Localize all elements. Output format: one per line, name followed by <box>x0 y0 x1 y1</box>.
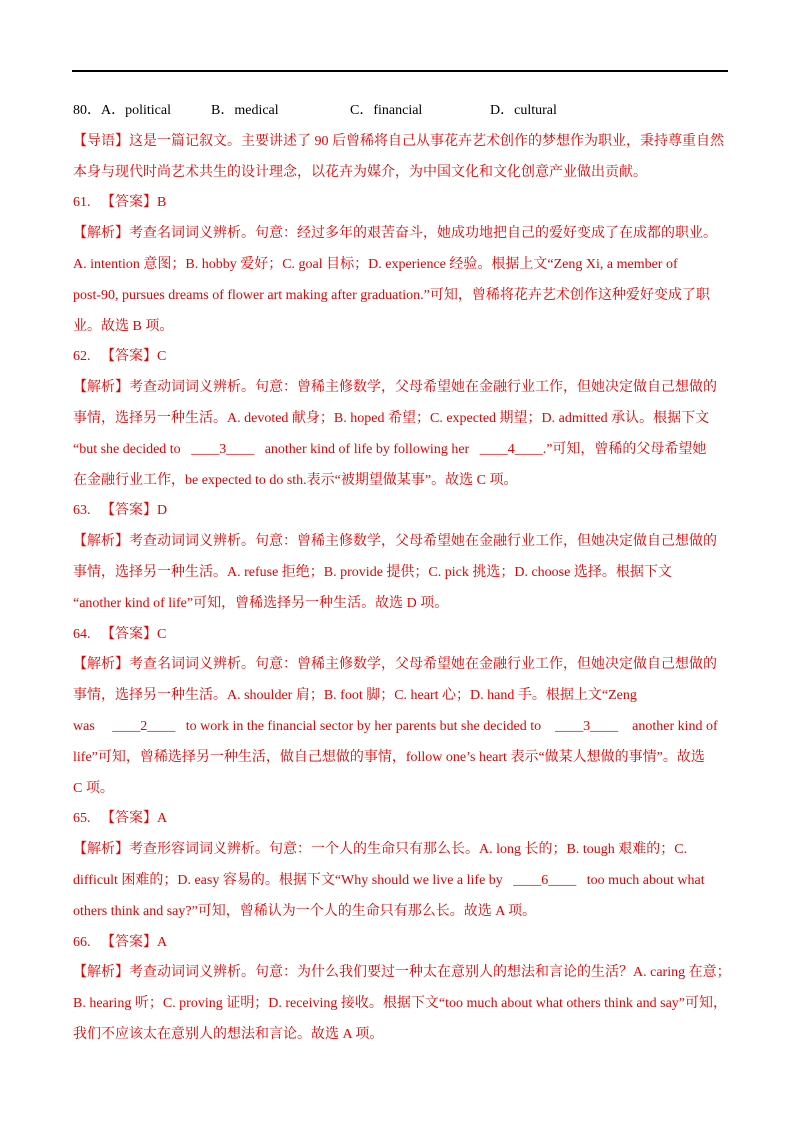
answer-blank: ____6____ <box>513 872 577 888</box>
text-line <box>73 188 729 219</box>
text-line <box>73 866 729 897</box>
text-segment: another kind of <box>618 718 718 734</box>
text-segment: 事情，选择另一种生活。A. devoted 献身；B. hoped 希望；C. expected 期望；D. admitted 承认。根据下文 <box>73 410 710 426</box>
text-line <box>73 1020 729 1051</box>
text-line <box>73 712 729 743</box>
text-segment: 【解析】考查动词词义辨析。句意：曾稀主修数学，父母希望她在金融行业工作，但她决定做自己想做的 <box>73 380 717 396</box>
text-line <box>73 435 729 466</box>
text-line <box>73 743 729 774</box>
text-line <box>73 589 729 620</box>
text-line <box>73 958 729 989</box>
text-segment: 65. 【答案】A <box>73 811 168 827</box>
text-segment: 63. 【答案】D <box>73 503 168 519</box>
answer-blank: ____3____ <box>191 441 255 457</box>
text-segment: 66. 【答案】A <box>73 934 168 950</box>
text-segment: 【导语】这是一篇记叙文。主要讲述了 90 后曾稀将自己从事花卉艺术创作的梦想作为职业，秉持尊重自然 <box>73 133 724 149</box>
text-segment: 事情，选择另一种生活。A. refuse 拒绝；B. provide 提供；C. pick 挑选；D. choose 选择。根据下文 <box>73 564 672 580</box>
text-segment: 业。故选 B 项。 <box>73 318 174 334</box>
text-segment: 【解析】考查动词词义辨析。句意：曾稀主修数学，父母希望她在金融行业工作，但她决定做自己想做的 <box>73 534 717 550</box>
text-segment: 64. 【答案】C <box>73 626 167 642</box>
answer-document <box>73 96 729 1051</box>
text-line <box>73 158 729 189</box>
text-segment: 【解析】考查动词词义辨析。句意：为什么我们要过一种太在意别人的想法和言论的生活？A. caring 在意； <box>73 965 731 981</box>
text-line <box>73 928 729 959</box>
text-line <box>73 650 729 681</box>
text-line <box>73 835 729 866</box>
text-line <box>73 527 729 558</box>
text-segment: others think and say?”可知，曾稀认为一个人的生命只有那么长。故选 A 项。 <box>73 903 537 919</box>
question-80-options <box>73 96 729 127</box>
text-line <box>73 804 729 835</box>
text-segment: another kind of life by following her <box>254 441 480 457</box>
text-segment: too much about what <box>576 872 705 888</box>
answer-blank: ____4____ <box>479 441 543 457</box>
text-line <box>73 897 729 928</box>
text-segment: “another kind of life”可知，曾稀选择另一种生活。故选 D 项。 <box>73 595 449 611</box>
text-segment: B. hearing 听；C. proving 证明；D. receiving 接收。根据下文“too much about what others think and say”可知， <box>73 996 728 1012</box>
text-line <box>73 774 729 805</box>
answer-blank: ____2____ <box>112 718 176 734</box>
explanation-text <box>73 127 729 1051</box>
text-line <box>73 312 729 343</box>
text-segment: post-90, pursues dreams of flower art making after graduation.”可知，曾稀将花卉艺术创作这种爱好变成了职 <box>73 287 710 303</box>
text-segment: 事情，选择另一种生活。A. shoulder 肩；B. foot 脚；C. heart 心；D. hand 手。根据上文“Zeng <box>73 688 637 704</box>
text-segment: “but she decided to <box>73 441 192 457</box>
text-line <box>73 219 729 250</box>
text-segment: 61. 【答案】B <box>73 195 167 211</box>
option-b: B．medical <box>211 103 279 118</box>
text-line <box>73 404 729 435</box>
text-line <box>73 281 729 312</box>
text-segment: 我们不应该太在意别人的想法和言论。故选 A 项。 <box>73 1026 384 1042</box>
text-line <box>73 620 729 651</box>
text-line <box>73 466 729 497</box>
text-segment: 在金融行业工作，be expected to do sth.表示“被期望做某事”。故选 C 项。 <box>73 472 518 488</box>
text-segment: 【解析】考查形容词词义辨析。句意：一个人的生命只有那么长。A. long 长的；B. tough 艰难的；C. <box>73 842 688 858</box>
text-segment: life”可知，曾稀选择另一种生活，做自己想做的事情，follow one’s heart 表示“做某人想做的事情”。故选 <box>73 749 705 765</box>
option-d: D．cultural <box>490 103 557 118</box>
text-segment: 【解析】考查名词词义辨析。句意：曾稀主修数学，父母希望她在金融行业工作，但她决定做自己想做的 <box>73 657 717 673</box>
text-line <box>73 989 729 1020</box>
text-line <box>73 250 729 281</box>
text-line <box>73 681 729 712</box>
text-segment: C 项。 <box>73 780 114 796</box>
text-line <box>73 342 729 373</box>
option-a: A．political <box>101 103 171 118</box>
text-line <box>73 127 729 158</box>
text-segment: to work in the financial sector by her parents but she decided to <box>175 718 556 734</box>
text-segment: .”可知，曾稀的父母希望她 <box>542 441 707 457</box>
text-line <box>73 558 729 589</box>
text-segment: was <box>73 718 113 734</box>
text-segment: 【解析】考查名词词义辨析。句意：经过多年的艰苦奋斗，她成功地把自己的爱好变成了在成都的职业。 <box>73 226 717 242</box>
text-segment: 本身与现代时尚艺术共生的设计理念，以花卉为媒介，为中国文化和文化创意产业做出贡献。 <box>73 164 647 180</box>
text-segment: 62. 【答案】C <box>73 349 167 365</box>
question-number: 80． <box>73 103 101 118</box>
text-segment: A. intention 意图；B. hobby 爱好；C. goal 目标；D. experience 经验。根据上文“Zeng Xi, a member of <box>73 256 678 272</box>
answer-blank: ____3____ <box>555 718 619 734</box>
text-segment: difficult 困难的；D. easy 容易的。根据下文“Why should we live a life by <box>73 872 514 888</box>
option-c: C．financial <box>350 103 423 118</box>
text-line <box>73 496 729 527</box>
header-rule <box>72 70 728 72</box>
text-line <box>73 373 729 404</box>
